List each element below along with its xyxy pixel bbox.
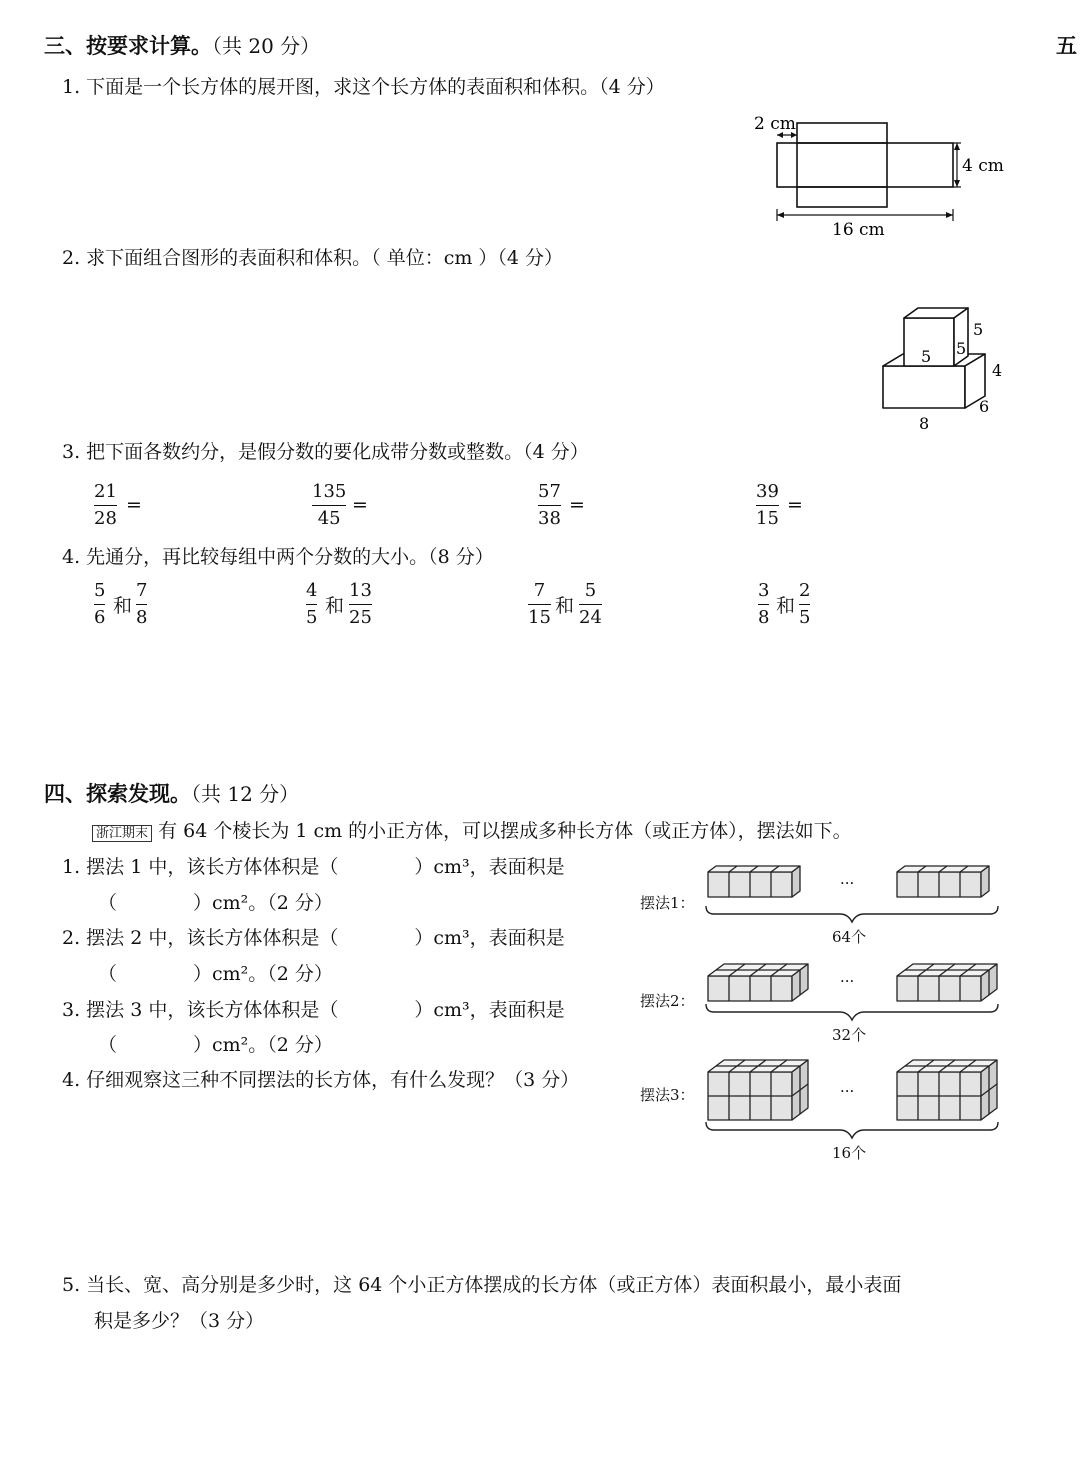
q3-fraction xyxy=(538,481,561,530)
denominator: 38 xyxy=(538,508,561,529)
net-label-16cm: 16 cm xyxy=(832,220,885,240)
arrangement-1-block-right xyxy=(897,866,989,897)
numerator: 13 xyxy=(349,580,372,601)
arrangement-2-block-right xyxy=(897,964,997,1001)
bottom-length-label: 8 xyxy=(919,414,930,433)
numerator: 3 xyxy=(758,580,770,601)
q4-fraction-b xyxy=(349,580,372,629)
s4-q1-line2: （ ）cm²。（2 分） xyxy=(98,892,333,914)
numerator: 21 xyxy=(94,481,117,502)
equals-sign: = xyxy=(126,494,142,516)
numerator: 5 xyxy=(94,580,106,601)
top-height-label: 5 xyxy=(973,320,984,339)
section4-points: （共 12 分） xyxy=(191,782,300,806)
q4-fraction-a xyxy=(306,580,317,629)
section4-heading xyxy=(44,778,299,808)
arrangement-2-count: 32个 xyxy=(832,1026,867,1044)
top-front-label: 5 xyxy=(921,347,932,366)
numerator: 4 xyxy=(306,580,318,601)
s4-q3-line2: （ ）cm²。（2 分） xyxy=(98,1034,333,1056)
arrangement-1-ellipsis: ··· xyxy=(840,874,855,892)
numerator: 135 xyxy=(312,481,347,502)
q3-fraction xyxy=(312,481,346,530)
arrangement-2-label: 摆法2： xyxy=(640,992,695,1010)
arrangement-1-label: 摆法1： xyxy=(640,894,695,912)
q4-fraction-a xyxy=(94,580,105,629)
equals-sign: = xyxy=(787,494,803,516)
section3-title: 三、按要求计算。 xyxy=(44,34,212,58)
q4-fraction-b xyxy=(799,580,810,629)
q4-fraction-a xyxy=(528,580,551,629)
denominator: 5 xyxy=(306,607,318,628)
arrangement-3-block-right xyxy=(897,1060,997,1120)
s4-q3-line1: 3. 摆法 3 中，该长方体体积是（ ）cm³，表面积是 xyxy=(62,999,565,1021)
arrangement-2-brace xyxy=(706,1004,998,1020)
and-word: 和 xyxy=(776,595,796,617)
and-word: 和 xyxy=(325,595,345,617)
s3-q4-text: 4. 先通分，再比较每组中两个分数的大小。（8 分） xyxy=(62,546,494,568)
s4-q2-line2: （ ）cm²。（2 分） xyxy=(98,963,333,985)
s4-intro xyxy=(92,816,852,843)
composite-solid-diagram xyxy=(870,298,1020,438)
s4-q2-line1: 2. 摆法 2 中，该长方体体积是（ ）cm³，表面积是 xyxy=(62,927,565,949)
denominator: 28 xyxy=(94,508,117,529)
net-label-2cm: 2 cm xyxy=(754,114,796,134)
numerator: 2 xyxy=(799,580,811,601)
denominator: 25 xyxy=(349,607,372,628)
numerator: 7 xyxy=(136,580,148,601)
q4-fraction-b xyxy=(136,580,147,629)
arrangement-3-block-left xyxy=(708,1060,808,1120)
arrangement-2-block-left xyxy=(708,964,808,1001)
arrangements-diagram xyxy=(636,860,1016,1170)
equals-sign: = xyxy=(569,494,585,516)
denominator: 15 xyxy=(528,607,551,628)
q3-fraction xyxy=(94,481,117,530)
arrangement-3-brace xyxy=(706,1122,998,1138)
and-word: 和 xyxy=(113,595,133,617)
s3-q3-text: 3. 把下面各数约分，是假分数的要化成带分数或整数。（4 分） xyxy=(62,441,589,463)
q3-fraction xyxy=(756,481,779,530)
and-word: 和 xyxy=(555,595,575,617)
arrangement-2-ellipsis: ··· xyxy=(840,972,855,990)
arrangement-1-brace xyxy=(706,906,998,922)
denominator: 6 xyxy=(94,607,106,628)
s3-q1-text: 1. 下面是一个长方体的展开图，求这个长方体的表面积和体积。（4 分） xyxy=(62,76,665,98)
s4-q5-line1: 5. 当长、宽、高分别是多少时，这 64 个小正方体摆成的长方体（或正方体）表面积最小，最小表面 xyxy=(62,1274,902,1296)
top-side-label: 5 xyxy=(956,339,967,358)
next-column-heading-fragment: 五 xyxy=(1056,34,1077,58)
numerator: 57 xyxy=(538,481,561,502)
s4-q1-line1: 1. 摆法 1 中，该长方体体积是（ ）cm³，表面积是 xyxy=(62,856,565,878)
numerator: 39 xyxy=(756,481,779,502)
denominator: 8 xyxy=(136,607,148,628)
s4-intro-text: 有 64 个棱长为 1 cm 的小正方体，可以摆成多种长方体（或正方体），摆法如下。 xyxy=(158,820,852,842)
denominator: 8 xyxy=(758,607,770,628)
denominator: 15 xyxy=(756,508,779,529)
section3-heading xyxy=(44,30,320,60)
s4-q5-line2: 积是多少？（3 分） xyxy=(94,1310,265,1332)
arrangement-3-ellipsis: ··· xyxy=(840,1082,855,1100)
bottom-depth-label: 6 xyxy=(979,397,990,416)
cuboid-net-diagram xyxy=(740,105,1030,245)
q4-fraction-a xyxy=(758,580,769,629)
denominator: 45 xyxy=(317,508,341,529)
denominator: 24 xyxy=(579,607,602,628)
arrangement-1-block-left xyxy=(708,866,800,897)
numerator: 5 xyxy=(584,580,597,601)
q4-fraction-b xyxy=(579,580,602,629)
net-label-4cm: 4 cm xyxy=(962,156,1004,176)
numerator: 7 xyxy=(533,580,546,601)
arrangement-1-count: 64个 xyxy=(832,928,867,946)
denominator: 5 xyxy=(799,607,811,628)
s3-q2-text: 2. 求下面组合图形的表面积和体积。（ 单位：cm ）（4 分） xyxy=(62,247,564,269)
arrangement-3-label: 摆法3： xyxy=(640,1086,695,1104)
s4-q4-text: 4. 仔细观察这三种不同摆法的长方体，有什么发现？（3 分） xyxy=(62,1069,580,1091)
bottom-height-label: 4 xyxy=(992,361,1003,380)
source-tag: 浙江期末 xyxy=(92,825,152,842)
equals-sign: = xyxy=(352,494,368,516)
section3-points: （共 20 分） xyxy=(212,34,321,58)
section4-title: 四、探索发现。 xyxy=(44,782,191,806)
arrangement-3-count: 16个 xyxy=(832,1144,867,1162)
